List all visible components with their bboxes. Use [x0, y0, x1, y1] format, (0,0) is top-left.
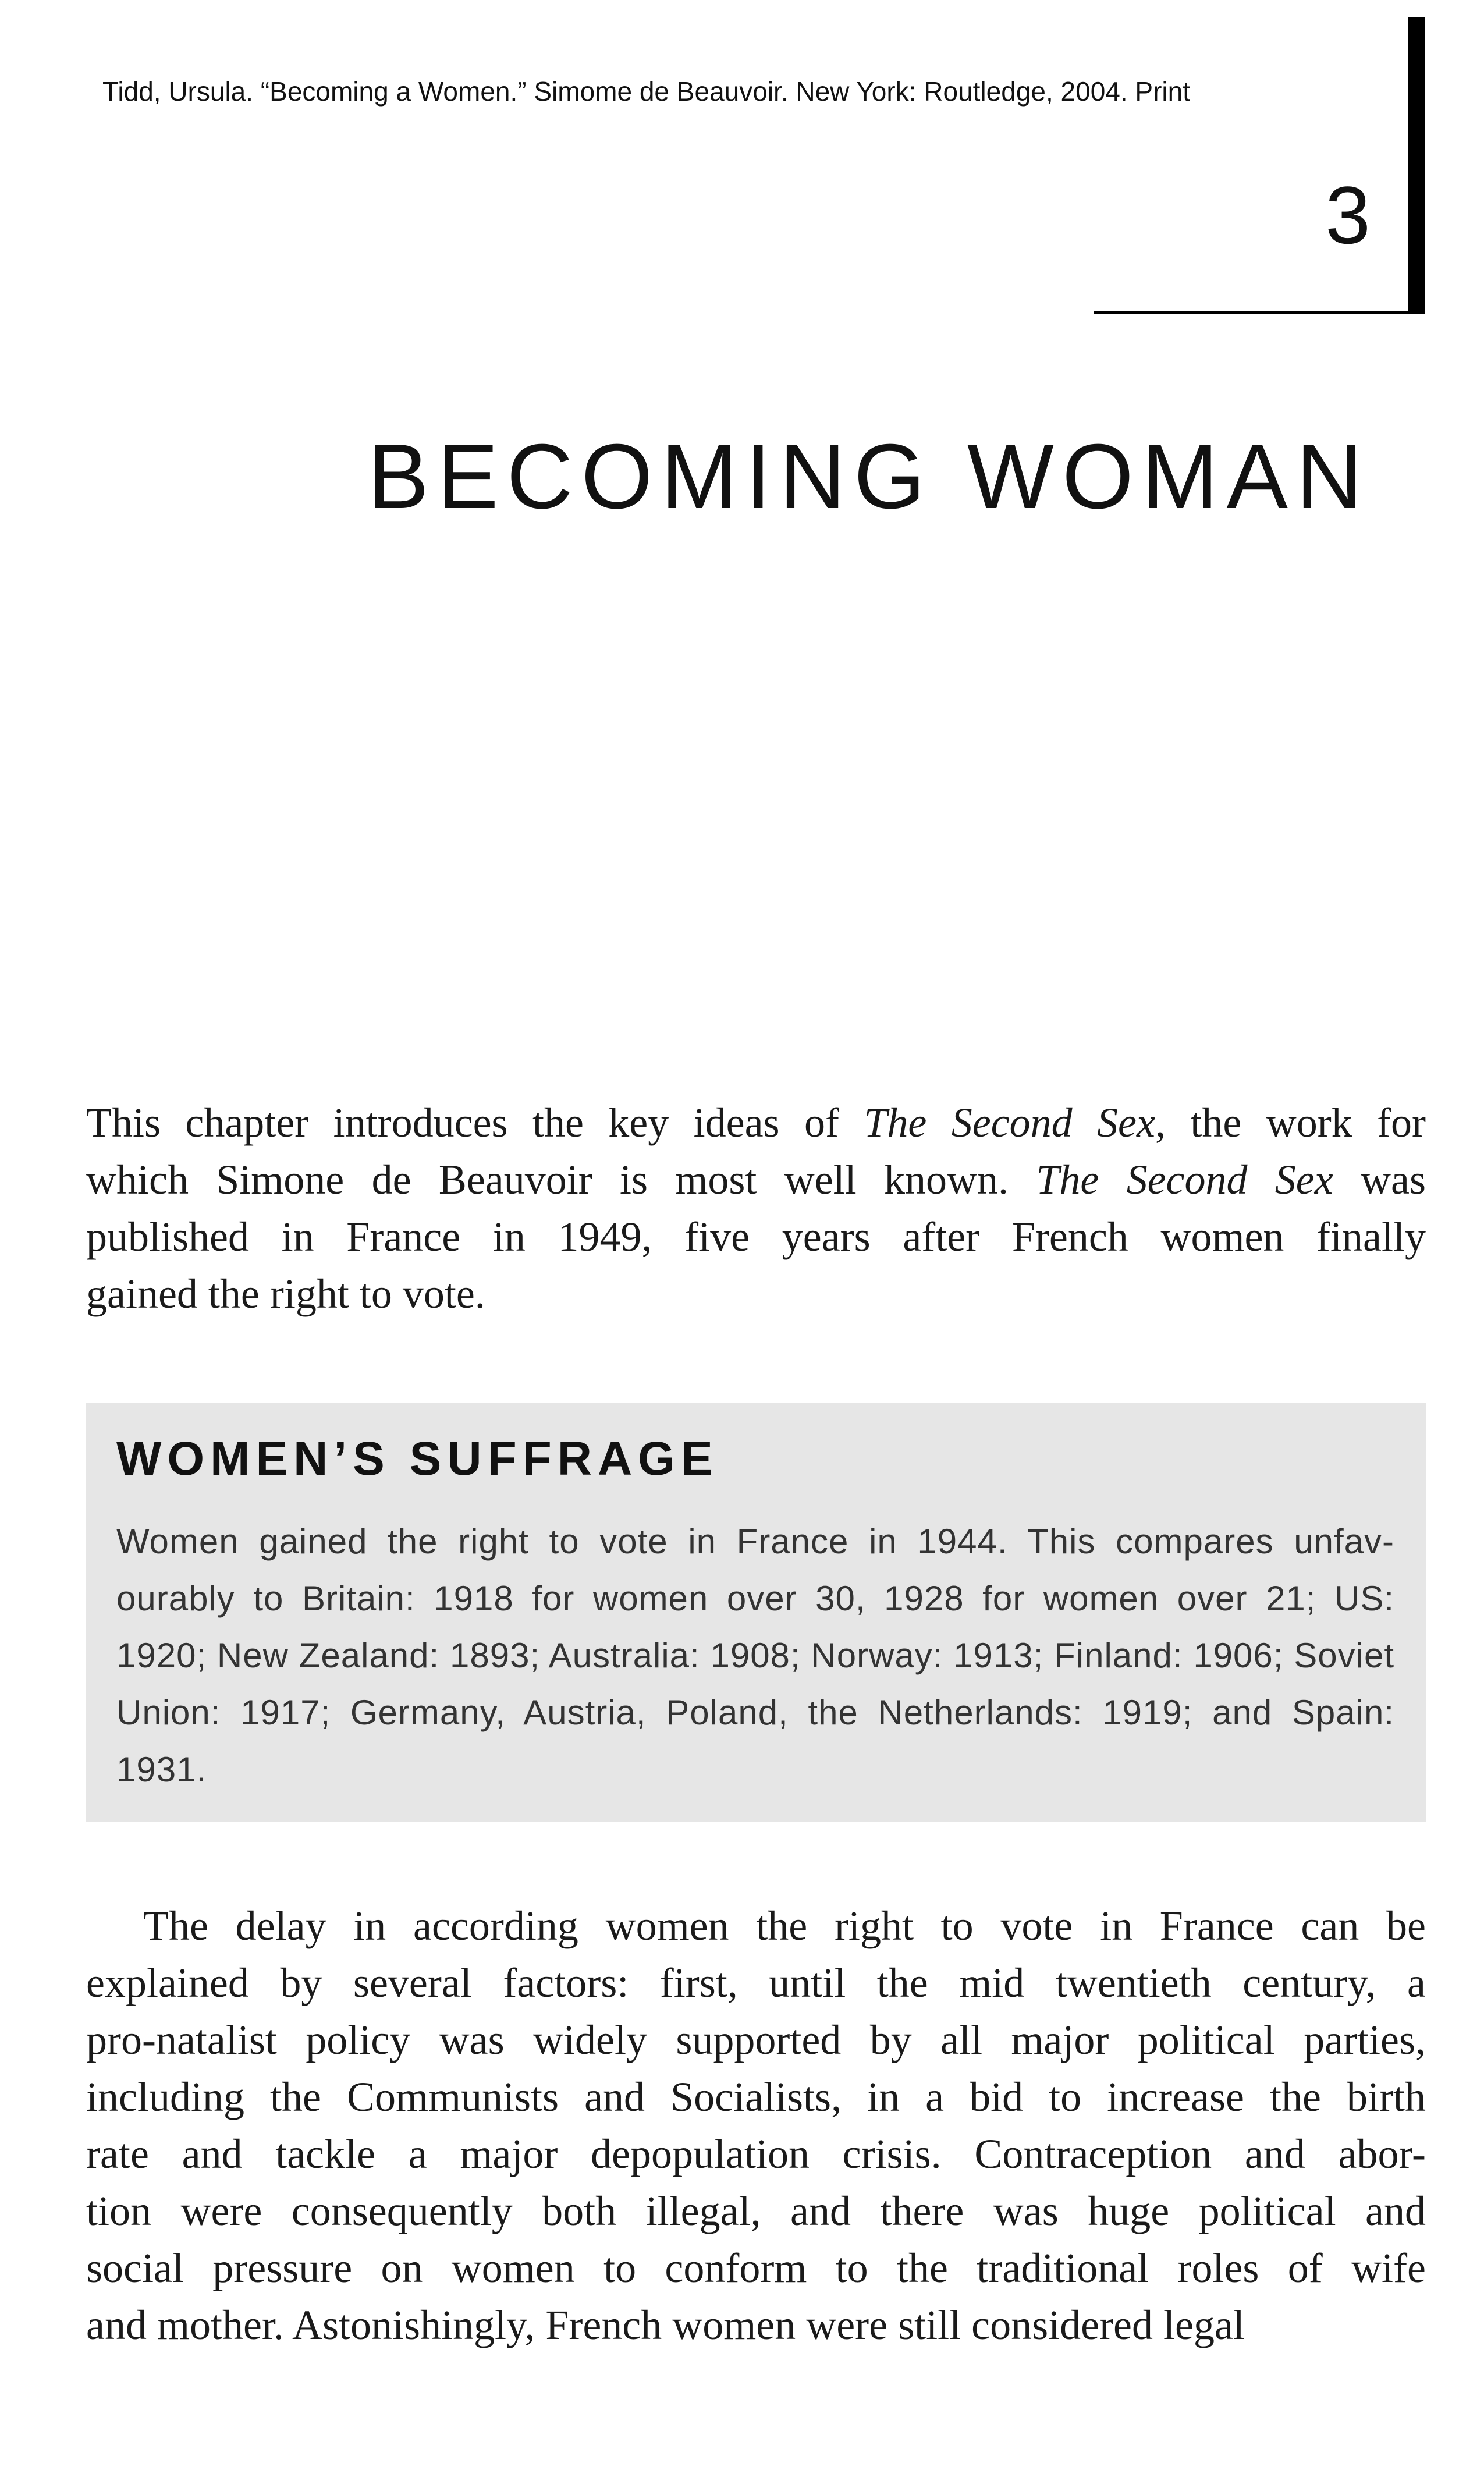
body-line: including the Communists and Socialists, in a bid to increase the birth: [86, 2074, 1426, 2120]
book-title: The Second Sex: [864, 1099, 1155, 1146]
suffrage-line: 1920; New Zealand: 1893; Australia: 1908; Norway: 1913; Finland: 1906; Soviet: [116, 1636, 1394, 1675]
chapter-title: BECOMING WOMAN: [367, 425, 1371, 528]
suffrage-line: ourably to Britain: 1918 for women over 30, 1928 for women over 21; US:: [116, 1579, 1394, 1618]
body-line: pro-natalist policy was widely supported by all major political parties,: [86, 2017, 1426, 2063]
chapter-number: 3: [1325, 169, 1371, 261]
intro-paragraph: [86, 1094, 1426, 1322]
citation-header: Tidd, Ursula. “Becoming a Women.” Simome de Beauvoir. New York: Routledge, 2004. Print: [102, 76, 1191, 107]
suffrage-line: 1931.: [116, 1750, 207, 1789]
body-line: rate and tackle a major depopulation crisis. Contraception and abor-: [86, 2131, 1426, 2177]
intro-line: gained the right to vote.: [86, 1270, 485, 1317]
book-title: The Second Sex: [1036, 1156, 1333, 1203]
body-line: tion were consequently both illegal, and there was huge political and: [86, 2188, 1426, 2234]
suffrage-line: Union: 1917; Germany, Austria, Poland, the Netherlands: 1919; and Spain:: [116, 1693, 1394, 1732]
chapter-number-rule: [1094, 311, 1425, 314]
body-line: and mother. Astonishingly, French women were still considered legal: [86, 2302, 1245, 2348]
intro-line: which Simone de Beauvoir is most well known. The Second Sex was: [86, 1156, 1426, 1203]
body-line: The delay in according women the right to vote in France can be: [143, 1903, 1426, 1949]
body-line: explained by several factors: first, until the mid twentieth century, a: [86, 1960, 1426, 2006]
chapter-vertical-bar: [1408, 17, 1425, 314]
intro-line: This chapter introduces the key ideas of The Second Sex, the work for: [86, 1099, 1426, 1146]
intro-line: published in France in 1949, five years after French women finally: [86, 1213, 1426, 1260]
suffrage-box-text: [116, 1513, 1394, 1798]
body-paragraph: [86, 1897, 1426, 2354]
suffrage-line: Women gained the right to vote in France in 1944. This compares unfav-: [116, 1522, 1394, 1561]
suffrage-box-heading: WOMEN’S SUFFRAGE: [116, 1432, 719, 1485]
body-line: social pressure on women to conform to the traditional roles of wife: [86, 2245, 1426, 2291]
suffrage-box: [86, 1403, 1426, 1822]
